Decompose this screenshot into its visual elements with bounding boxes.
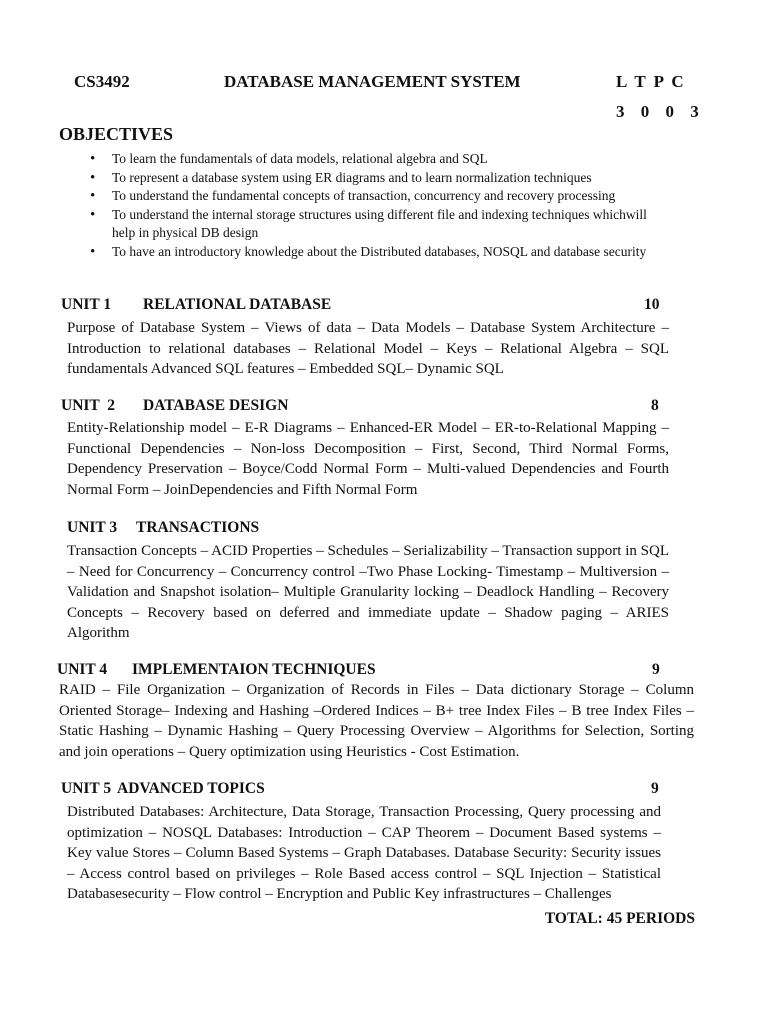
list-item: • To represent a database system using ER diagrams and to learn normalization techniques <box>112 169 672 188</box>
unit-5-hours: 9 <box>651 780 659 797</box>
list-item: • To understand the internal storage structures using different file and indexing techniques whichwill help in physical DB design <box>112 206 672 243</box>
objectives-title: OBJECTIVES <box>59 124 174 144</box>
unit-4-hours: 9 <box>652 661 660 678</box>
unit-5-heading <box>61 780 265 798</box>
unit-1-label: UNIT 1 <box>61 296 112 313</box>
unit-2-label: UNIT 2 <box>61 397 115 414</box>
unit-4-title: IMPLEMENTAION TECHNIQUES <box>132 661 376 678</box>
unit-2-heading <box>61 397 288 415</box>
unit-2-content: Entity-Relationship model – E-R Diagrams – Enhanced-ER Model – ER-to-Relational Mapping – Functional Dependencies – Non-loss Decomposition – First, Second, Third Normal Forms, Dependency Preservation – Boyce/Codd Normal Form – Multi-valued Dependencies and Fourth Normal Form – JoinDependencies and Fifth Normal Form <box>67 420 669 498</box>
unit-4-label: UNIT 4 <box>57 661 108 678</box>
list-item: • To learn the fundamentals of data models, relational algebra and SQL <box>112 150 672 169</box>
ltpc-values: 3 0 0 3 <box>616 102 705 121</box>
unit-5-content: Distributed Databases: Architecture, Data Storage, Transaction Processing, Query processing and optimization – NOSQL Databases: Introduction – CAP Theorem – Document Based systems – Key value Stores – Column Based Systems – Graph Databases. Database Security: Security issues – Access control based on privileges – Role Based access control – SQL Injection – Statistical Databasesecurity – Flow control – Encryption and Public Key infrastructures – Challenges <box>67 804 661 903</box>
unit-2-title: DATABASE DESIGN <box>143 397 289 414</box>
unit-5-title: ADVANCED TOPICS <box>117 780 265 797</box>
total-periods: TOTAL: 45 PERIODS <box>544 910 695 927</box>
course-code: CS3492 <box>74 72 130 91</box>
unit-1-heading <box>61 296 331 314</box>
unit-1-content: Purpose of Database System – Views of data – Data Models – Database System Architecture – Introduction to relational databases – Relational Model – Keys – Relational Algebra – SQL fundamentals Advanced SQL features – Embedded SQL– Dynamic SQL <box>67 320 669 378</box>
unit-4-content: RAID – File Organization – Organization of Records in Files – Data dictionary Storage – Column Oriented Storage– Indexing and Hashing –Ordered Indices – B+ tree Index Files – B tree Index Files – Static Hashing – Dynamic Hashing – Query Processing Overview – Algorithms for Selection, Sorting and join operations – Query optimization using Heuristics - Cost Estimation. <box>59 682 694 760</box>
unit-1-title: RELATIONAL DATABASE <box>143 296 332 313</box>
unit-3-title: TRANSACTIONS <box>136 519 260 536</box>
objectives-list <box>112 150 672 261</box>
course-title: DATABASE MANAGEMENT SYSTEM <box>224 72 521 91</box>
unit-1-hours: 10 <box>644 296 660 313</box>
list-item: • To have an introductory knowledge about the Distributed databases, NOSQL and database security <box>112 243 672 262</box>
unit-3-heading <box>67 519 259 537</box>
ltpc-label: L T P C <box>616 72 686 91</box>
unit-4-heading <box>57 661 376 679</box>
list-item: • To understand the fundamental concepts of transaction, concurrency and recovery processing <box>112 187 672 206</box>
unit-3-label: UNIT 3 <box>67 519 118 536</box>
unit-5-label: UNIT 5 <box>61 780 112 797</box>
unit-2-hours: 8 <box>651 397 659 414</box>
unit-3-content: Transaction Concepts – ACID Properties – Schedules – Serializability – Transaction support in SQL – Need for Concurrency – Concurrency control –Two Phase Locking- Timestamp – Multiversion – Validation and Snapshot isolation– Multiple Granularity locking – Deadlock Handling – Recovery Concepts – Recovery based on deferred and immediate update – Shadow paging – ARIES Algorithm <box>67 543 669 642</box>
